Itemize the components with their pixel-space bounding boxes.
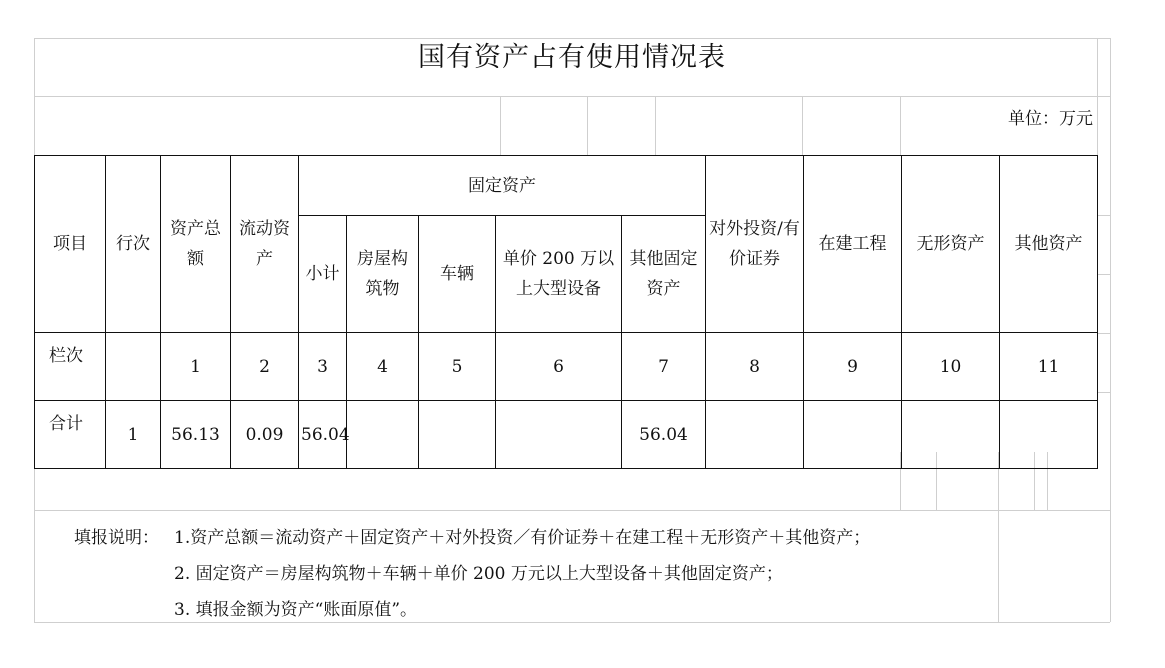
note-line-3: 3. 填报金额为资产“账面原值”。 [174, 600, 418, 620]
column-row-empty [106, 333, 161, 401]
header-intangible: 无形资产 [902, 156, 1000, 333]
header-row-top [35, 156, 1098, 216]
column-number-row [35, 333, 1098, 401]
column-row-label: 栏次 [35, 333, 106, 401]
header-construction: 在建工程 [804, 156, 902, 333]
unit-label: 单位：万元 [1008, 109, 1093, 129]
column-number: 7 [622, 333, 706, 401]
header-buildings: 房屋构筑物 [347, 216, 419, 333]
header-fixed-assets: 固定资产 [299, 156, 706, 216]
current-assets-value: 0.09 [231, 401, 299, 469]
column-number: 3 [299, 333, 347, 401]
total-row [35, 401, 1098, 469]
vehicles-value [419, 401, 496, 469]
total-assets-value: 56.13 [161, 401, 231, 469]
column-number: 6 [496, 333, 622, 401]
header-item: 项目 [35, 156, 106, 333]
subtotal-value: 56.04 [299, 401, 347, 469]
header-current-assets: 流动资产 [231, 156, 299, 333]
intangible-value [902, 401, 1000, 469]
column-number: 8 [706, 333, 804, 401]
filling-notes [74, 520, 870, 628]
large-equipment-value [496, 401, 622, 469]
column-number: 10 [902, 333, 1000, 401]
page-title: 国有资产占有使用情况表 [418, 42, 726, 73]
header-subtotal: 小计 [299, 216, 347, 333]
column-number: 9 [804, 333, 902, 401]
header-vehicles: 车辆 [419, 216, 496, 333]
asset-table [34, 155, 1098, 469]
header-row-no: 行次 [106, 156, 161, 333]
construction-value [804, 401, 902, 469]
column-number: 1 [161, 333, 231, 401]
total-row-no: 1 [106, 401, 161, 469]
other-fixed-value: 56.04 [622, 401, 706, 469]
total-row-label: 合计 [35, 401, 106, 469]
column-number: 11 [1000, 333, 1098, 401]
header-other-assets: 其他资产 [1000, 156, 1098, 333]
other-assets-value [1000, 401, 1098, 469]
investment-value [706, 401, 804, 469]
notes-indent [74, 556, 174, 592]
note-line-2: 2. 固定资产＝房屋构筑物＋车辆＋单价 200 万元以上大型设备＋其他固定资产； [174, 564, 783, 584]
header-investment: 对外投资/有价证券 [706, 156, 804, 333]
header-large-equipment: 单价 200 万以上大型设备 [496, 216, 622, 333]
notes-indent [74, 592, 174, 628]
buildings-value [347, 401, 419, 469]
header-other-fixed: 其他固定资产 [622, 216, 706, 333]
column-number: 2 [231, 333, 299, 401]
notes-label: 填报说明： [74, 528, 159, 548]
note-line-1: 1.资产总额＝流动资产＋固定资产＋对外投资／有价证券＋在建工程＋无形资产＋其他资产； [174, 528, 871, 548]
column-number: 5 [419, 333, 496, 401]
column-number: 4 [347, 333, 419, 401]
header-total-assets: 资产总额 [161, 156, 231, 333]
